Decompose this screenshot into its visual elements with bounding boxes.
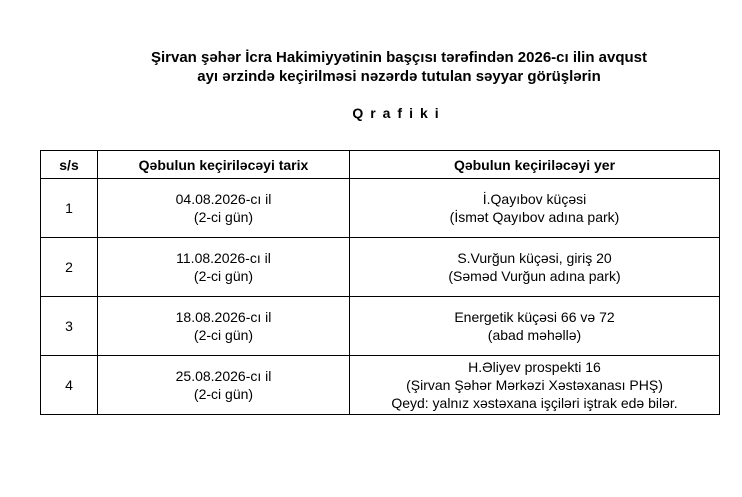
row-day: (2-ci gün) <box>193 327 254 343</box>
column-header-place: Qəbulun keçiriləcəyi yer <box>350 151 720 179</box>
row-date-cell <box>98 297 350 356</box>
row-place-cell <box>350 238 720 297</box>
row-place-line: (abad məhəllə) <box>487 327 582 343</box>
row-number: 4 <box>41 356 98 415</box>
row-date: 18.08.2026-cı il <box>175 309 272 325</box>
row-date: 04.08.2026-cı il <box>175 191 272 207</box>
column-header-date: Qəbulun keçiriləcəyi tarix <box>98 151 350 179</box>
row-place-line: H.Əliyev prospekti 16 <box>468 359 601 375</box>
row-number: 3 <box>41 297 98 356</box>
row-number: 1 <box>41 179 98 238</box>
row-day: (2-ci gün) <box>193 386 254 402</box>
row-place-line: (İsmət Qayıbov adına park) <box>449 209 620 225</box>
row-number: 2 <box>41 238 98 297</box>
table-header-row <box>41 151 720 179</box>
schedule-table <box>40 150 720 415</box>
row-note: Qeyd: yalnız xəstəxana işçiləri iştrak edə bilər. <box>391 395 678 411</box>
row-date-cell <box>98 179 350 238</box>
row-day: (2-ci gün) <box>193 268 254 284</box>
row-place-cell <box>350 297 720 356</box>
row-place-line: (Səməd Vurğun adına park) <box>448 268 621 284</box>
row-date: 25.08.2026-cı il <box>175 368 272 384</box>
table-row <box>41 238 720 297</box>
table-row <box>41 179 720 238</box>
row-date: 11.08.2026-cı il <box>176 250 271 266</box>
row-day: (2-ci gün) <box>193 209 254 225</box>
row-place-cell <box>350 179 720 238</box>
row-place-line: İ.Qayıbov küçəsi <box>482 191 587 207</box>
row-place-line: Energetik küçəsi 66 və 72 <box>454 309 615 325</box>
column-header-number: s/s <box>41 151 98 179</box>
row-place-line: S.Vurğun küçəsi, giriş 20 <box>457 250 612 266</box>
title-line-1: Şirvan şəhər İcra Hakimiyyətinin başçısı tərəfindən 2026-cı ilin avqust <box>150 49 648 66</box>
table-row <box>41 297 720 356</box>
row-place-line: (Şirvan Şəhər Mərkəzi Xəstəxanası PHŞ) <box>406 377 663 393</box>
title-schedule: Qrafiki <box>352 105 446 121</box>
row-date-cell <box>98 356 350 415</box>
table-row <box>41 356 720 415</box>
title-line-2: ayı ərzində keçirilməsi nəzərdə tutulan səyyar görüşlərin <box>197 68 601 85</box>
row-place-cell <box>350 356 720 415</box>
row-date-cell <box>98 238 350 297</box>
